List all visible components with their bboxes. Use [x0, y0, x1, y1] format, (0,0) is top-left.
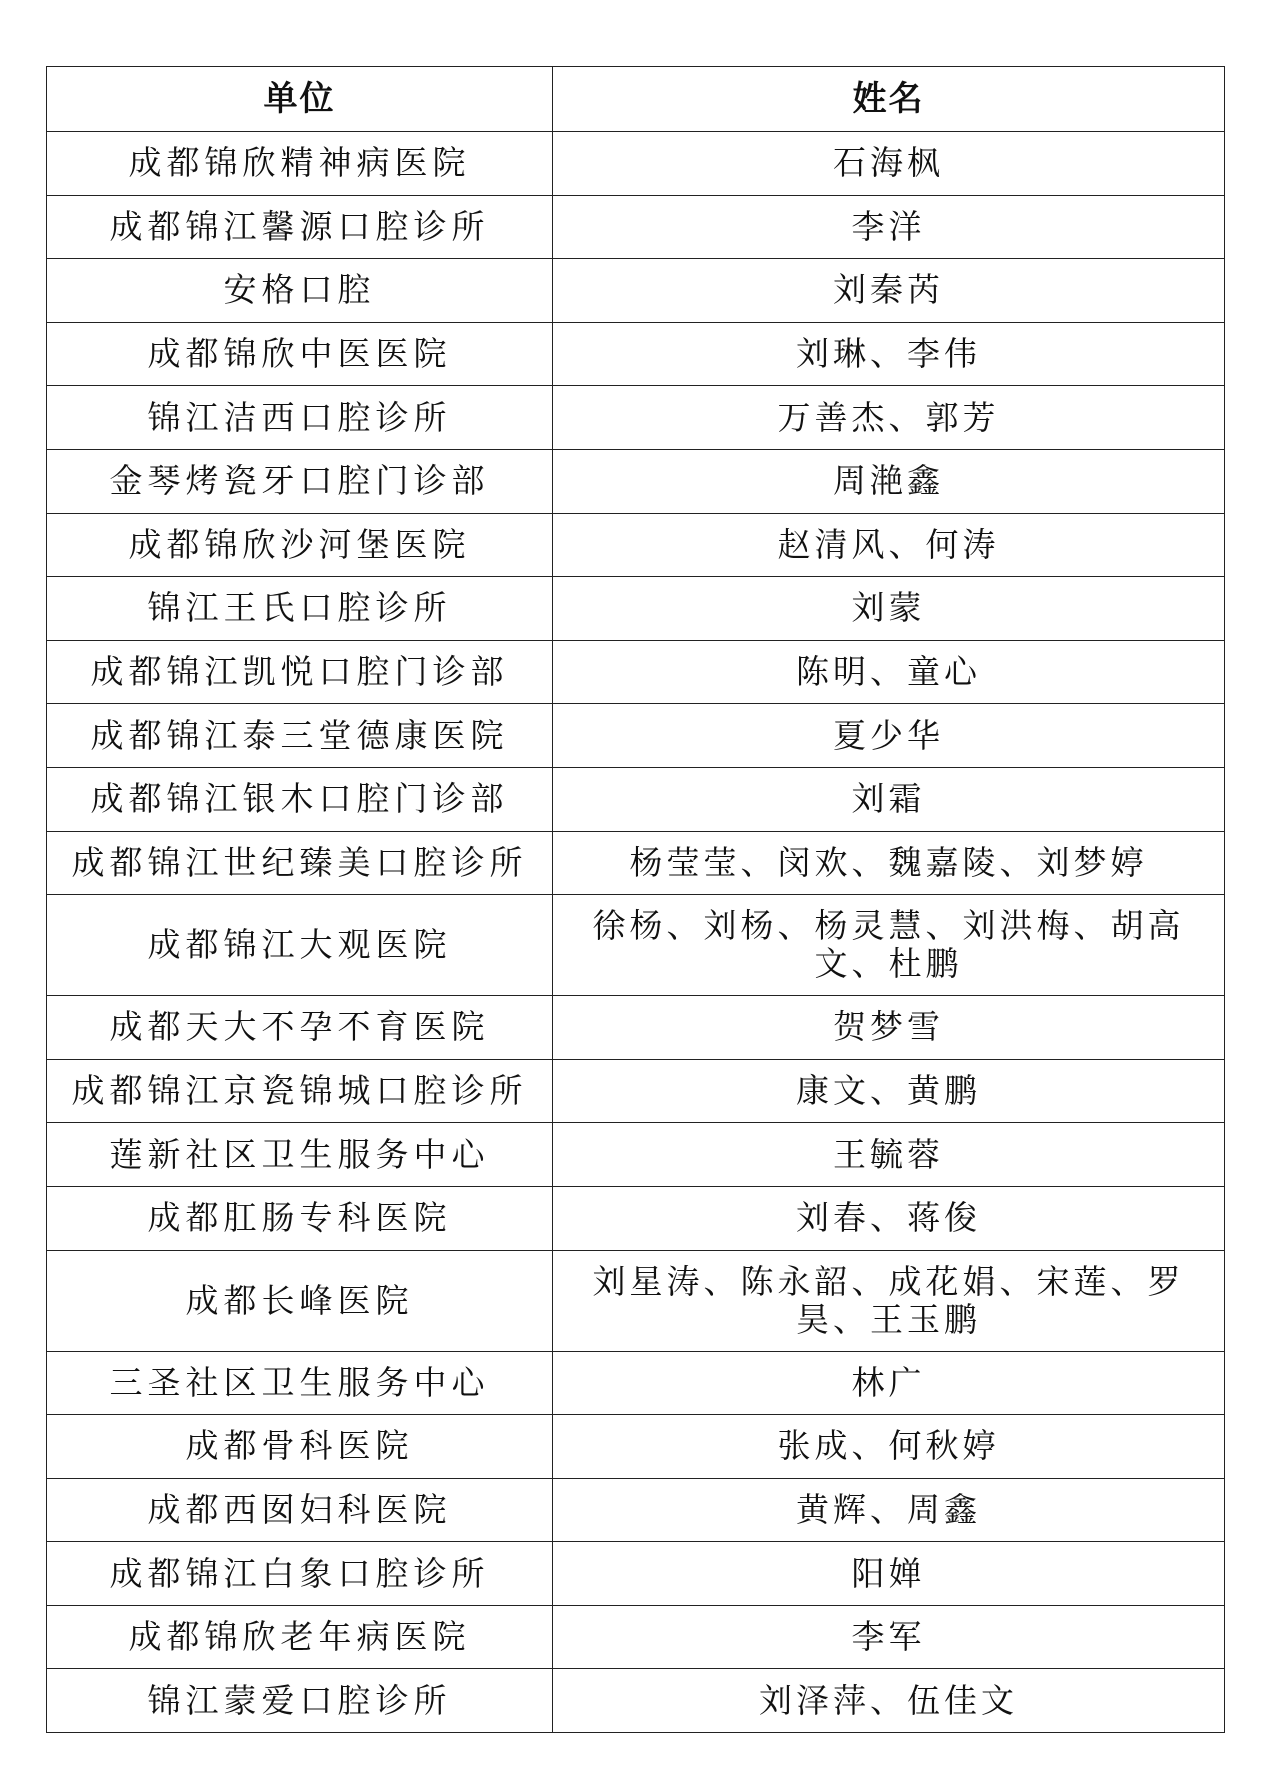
header-unit: 单位 — [47, 67, 553, 132]
unit-cell: 锦江蒙爱口腔诊所 — [47, 1669, 553, 1733]
unit-cell: 成都锦江白象口腔诊所 — [47, 1542, 553, 1606]
unit-cell: 成都长峰医院 — [47, 1250, 553, 1351]
unit-cell: 三圣社区卫生服务中心 — [47, 1351, 553, 1415]
table-row — [47, 767, 1225, 831]
unit-cell: 成都锦江馨源口腔诊所 — [47, 195, 553, 259]
names-cell: 石海枫 — [553, 132, 1225, 196]
names-cell: 徐杨、刘杨、杨灵慧、刘洪梅、胡高文、杜鹏 — [553, 895, 1225, 996]
unit-cell: 成都肛肠专科医院 — [47, 1186, 553, 1250]
unit-cell: 成都锦江大观医院 — [47, 895, 553, 996]
table-row — [47, 322, 1225, 386]
names-cell: 刘泽萍、伍佳文 — [553, 1669, 1225, 1733]
unit-cell: 锦江王氏口腔诊所 — [47, 577, 553, 641]
table-row — [47, 1250, 1225, 1351]
unit-cell: 成都锦江世纪臻美口腔诊所 — [47, 831, 553, 895]
document-sheet — [46, 66, 1224, 1733]
names-cell: 万善杰、郭芳 — [553, 386, 1225, 450]
unit-cell: 莲新社区卫生服务中心 — [47, 1123, 553, 1187]
names-cell: 王毓蓉 — [553, 1123, 1225, 1187]
names-cell: 杨莹莹、闵欢、魏嘉陵、刘梦婷 — [553, 831, 1225, 895]
table-row — [47, 386, 1225, 450]
unit-cell: 金琴烤瓷牙口腔门诊部 — [47, 449, 553, 513]
names-cell: 康文、黄鹏 — [553, 1059, 1225, 1123]
unit-cell: 成都天大不孕不育医院 — [47, 996, 553, 1060]
table-row — [47, 1123, 1225, 1187]
names-cell: 阳婵 — [553, 1542, 1225, 1606]
names-cell: 周滟鑫 — [553, 449, 1225, 513]
table-row — [47, 831, 1225, 895]
table-row — [47, 513, 1225, 577]
table-row — [47, 640, 1225, 704]
table-row — [47, 132, 1225, 196]
table-row — [47, 259, 1225, 323]
table-row — [47, 895, 1225, 996]
unit-cell: 成都骨科医院 — [47, 1415, 553, 1479]
table-row — [47, 1605, 1225, 1669]
unit-cell: 安格口腔 — [47, 259, 553, 323]
table-row — [47, 1669, 1225, 1733]
names-cell: 夏少华 — [553, 704, 1225, 768]
unit-cell: 成都锦欣沙河堡医院 — [47, 513, 553, 577]
unit-cell: 成都锦欣中医医院 — [47, 322, 553, 386]
table-row — [47, 1415, 1225, 1479]
unit-cell: 成都锦欣精神病医院 — [47, 132, 553, 196]
table-row — [47, 1478, 1225, 1542]
staff-table — [46, 66, 1225, 1733]
table-row — [47, 996, 1225, 1060]
unit-cell: 成都锦欣老年病医院 — [47, 1605, 553, 1669]
names-cell: 陈明、童心 — [553, 640, 1225, 704]
names-cell: 刘春、蒋俊 — [553, 1186, 1225, 1250]
names-cell: 林广 — [553, 1351, 1225, 1415]
table-row — [47, 704, 1225, 768]
unit-cell: 成都锦江凯悦口腔门诊部 — [47, 640, 553, 704]
unit-cell: 成都锦江京瓷锦城口腔诊所 — [47, 1059, 553, 1123]
names-cell: 贺梦雪 — [553, 996, 1225, 1060]
names-cell: 李军 — [553, 1605, 1225, 1669]
names-cell: 刘琳、李伟 — [553, 322, 1225, 386]
table-row — [47, 195, 1225, 259]
names-cell: 张成、何秋婷 — [553, 1415, 1225, 1479]
names-cell: 黄辉、周鑫 — [553, 1478, 1225, 1542]
unit-cell: 锦江洁西口腔诊所 — [47, 386, 553, 450]
table-row — [47, 1351, 1225, 1415]
names-cell: 赵清风、何涛 — [553, 513, 1225, 577]
unit-cell: 成都锦江银木口腔门诊部 — [47, 767, 553, 831]
table-row — [47, 1186, 1225, 1250]
table-header-row — [47, 67, 1225, 132]
unit-cell: 成都锦江泰三堂德康医院 — [47, 704, 553, 768]
names-cell: 刘蒙 — [553, 577, 1225, 641]
names-cell: 刘霜 — [553, 767, 1225, 831]
table-row — [47, 1542, 1225, 1606]
names-cell: 刘秦芮 — [553, 259, 1225, 323]
unit-cell: 成都西囡妇科医院 — [47, 1478, 553, 1542]
names-cell: 刘星涛、陈永韶、成花娟、宋莲、罗昊、王玉鹏 — [553, 1250, 1225, 1351]
table-row — [47, 449, 1225, 513]
table-row — [47, 577, 1225, 641]
table-row — [47, 1059, 1225, 1123]
names-cell: 李洋 — [553, 195, 1225, 259]
header-name: 姓名 — [553, 67, 1225, 132]
